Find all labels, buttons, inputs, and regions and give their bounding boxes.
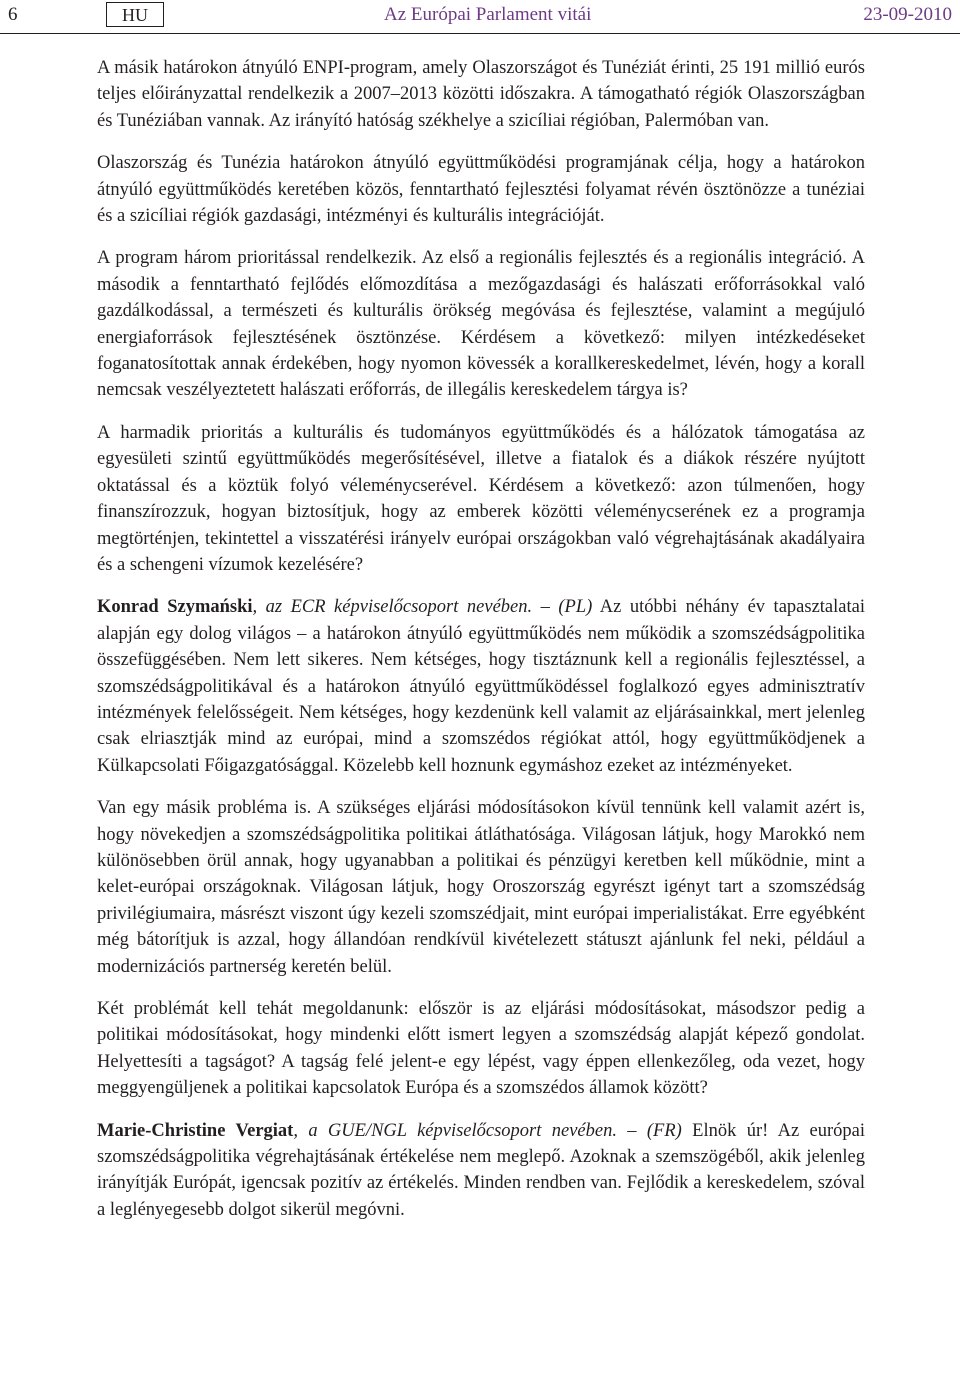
paragraph-text: A program három prioritással rendelkezik. Az első a regionális fejlesztés és a regionális integráció. A második a fenntartható fejlődés előmozdítása a mezőgazdasági és halászati erőforrásokkal való gazdálkodással, a természeti és kulturális örökség megóvása és fejlesztése, valamint a megújuló energiaforrások fejlesztésének ösztönzése. Kérdésem a következő: milyen intézkedéseket foganatosítottak annak érdekében, hogy nyomon kövessék a korallkereskedelmet, lévén, hogy a korall nemcsak veszélyeztetett halászati erőforrás, de illegális kereskedelem tárgya is? bbox=[97, 248, 865, 401]
speaker-name: Konrad Szymański bbox=[97, 597, 253, 618]
header-rule bbox=[0, 33, 960, 34]
speech-vergiat bbox=[97, 1118, 865, 1224]
speaker-name: Marie-Christine Vergiat bbox=[97, 1120, 294, 1141]
speech-text: Az utóbbi néhány év tapasztalatai alapján egy dolog világos – a határokon átnyúló együttműködés nem működik a szomszédságpolitika összefüggésében. Nem lett sikeres. Nem kétséges, hogy tisztáznunk kell a regionális fejlesztéssel, a szomszédságpolitikával és a határokon átnyúló együttműködéssel foglalkozó egyes adminisztratív intézmények felelősségeit. Nem kétséges, hogy kezdenünk kell valamit az eljárásainkkal, mert jelenleg csak elriasztják mind az európai, mind a szomszédos régiókat attól, hogy együttműködjenek a Külkapcsolati Főigazgatósággal. Közelebb kell hoznunk egymáshoz ezeket az intézményeket. bbox=[97, 597, 865, 776]
document-body bbox=[97, 55, 865, 1239]
paragraph-program-goal bbox=[97, 150, 865, 229]
paragraph-third-priority bbox=[97, 420, 865, 578]
paragraph-text: Két problémát kell tehát megoldanunk: először is az eljárási módosításokat, másodszor pedig a politikai módosításokat, hogy mindenki előtt ismert legyen a szomszédság alapját képező gondolat. Helyettesíti a tagságot? A tagság felé jelent-e egy lépést, vagy éppen ellenkezőleg, oda vezet, hogy meggyengüljenek a politikai kapcsolatok Európa és a szomszédos államok között? bbox=[97, 999, 865, 1099]
publication-date: 23-09-2010 bbox=[863, 4, 952, 25]
paragraph-another-problem bbox=[97, 795, 865, 980]
speaker-affiliation: , a GUE/NGL képviselőcsoport nevében. – (FR) bbox=[293, 1120, 682, 1141]
paragraph-text: A másik határokon átnyúló ENPI-program, amely Olaszországot és Tunéziát érinti, 25 191 millió eurós teljes előirányzattal rendelkezik a 2007–2013 közötti időszakra. A támogatható régiók Olaszországban és Tunéziában vannak. Az irányító hatóság székhelye a szicíliai régióban, Palermóban van. bbox=[97, 58, 865, 131]
speaker-affiliation: , az ECR képviselőcsoport nevében. – (PL) bbox=[252, 597, 593, 618]
paragraph-priorities bbox=[97, 245, 865, 403]
paragraph-text: Olaszország és Tunézia határokon átnyúló együttműködési programjának célja, hogy a határokon átnyúló együttműködés keretében közös, fenntartható fejlesztési folyamat révén ösztönözze a tunéziai és a szicíliai régiók gazdasági, intézményi és kulturális integrációját. bbox=[97, 153, 865, 227]
language-code-box: HU bbox=[106, 2, 164, 27]
speech-text: Elnök úr! Az európai szomszédságpolitika végrehajtásának értékelése nem meglepő. Azoknak a szemszögéből, akik jelenleg irányítják Európát, igencsak pozitív az értékelés. Minden rendben van. Fejlődik a kereskedelem, szóval a leglényegesebb dolgot sikerül megóvni. bbox=[97, 1120, 865, 1220]
paragraph-text: A harmadik prioritás a kulturális és tudományos együttműködés és a hálózatok támogatása az egyesületi szintű együttműködés megerősítésével, illetve a fiatalok és a diákok részére nyújtott oktatással és a köztük folyó véleménycserével. Kérdésem a következő: azon túlmenően, hogy finanszírozzuk, hogyan biztosítjuk, hogy az emberek közötti véleménycserének ez a programja megtörténjen, tekintettel a visszatérési irányelv európai országokban való végrehajtásának akadályaira és a schengeni vízumok kezelésére? bbox=[97, 422, 865, 575]
publication-title: Az Európai Parlament vitái bbox=[384, 4, 592, 25]
paragraph-text: Van egy másik probléma is. A szükséges eljárási módosításokon kívül tennünk kell valamit azért is, hogy növekedjen a szomszédságpolitika politikai átláthatósága. Világosan látjuk, hogy Marokkó nem különösebben örül annak, hogy ugyanabban a politikai és pénzügyi keretben kell működnie, mint a kelet-európai országoknak. Világosan látjuk, hogy Oroszország egyrészt igényt tart a szomszédság privilégiumaira, másrészt viszont úgy kezeli szomszédjait, mint európai imperialistákat. Erre egyébként még bátorítjuk is azzal, hogy állandóan rendkívül kivételezett státuszt ajánlunk fel neki, például a modernizációs partnerség keretén belül. bbox=[97, 798, 865, 977]
page-number: 6 bbox=[8, 4, 18, 25]
page-header bbox=[0, 0, 960, 32]
paragraph-two-problems bbox=[97, 996, 865, 1102]
speech-szymanski bbox=[97, 594, 865, 779]
paragraph-enpi-program bbox=[97, 55, 865, 134]
